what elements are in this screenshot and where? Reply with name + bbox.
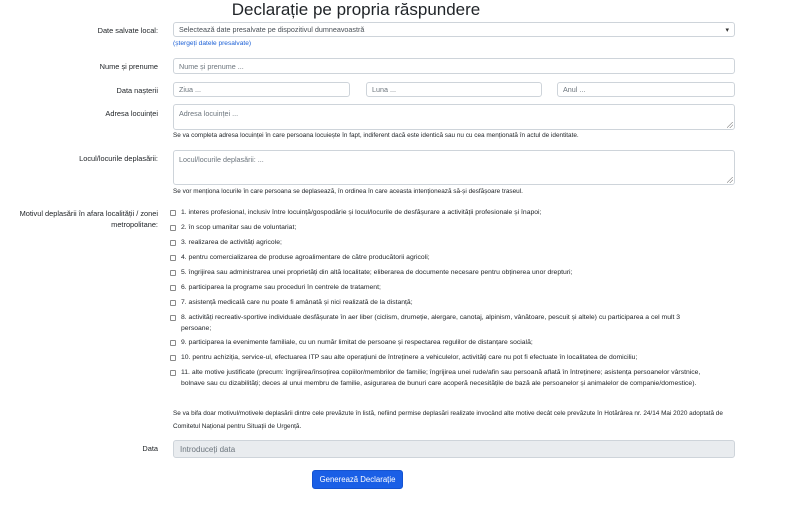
name-label: Nume și prenume bbox=[99, 62, 158, 71]
checkbox[interactable] bbox=[170, 270, 176, 276]
reason-option-10[interactable] bbox=[170, 353, 710, 364]
checkbox[interactable] bbox=[170, 255, 176, 261]
reason-option-label: 3. realizarea de activități agricole; bbox=[181, 239, 282, 246]
birth-date-label: Data nașterii bbox=[116, 86, 158, 95]
checkbox[interactable] bbox=[170, 340, 176, 346]
chevron-down-icon: ▾ bbox=[725, 26, 729, 34]
reason-option-9[interactable] bbox=[170, 338, 710, 349]
date-placeholder: Introduceți data bbox=[180, 444, 236, 454]
birth-month-placeholder: Luna ... bbox=[372, 85, 396, 94]
name-placeholder: Nume și prenume ... bbox=[179, 61, 244, 71]
destinations-placeholder: Locul/locurile deplasării: ... bbox=[179, 155, 264, 164]
date-label: Data bbox=[142, 444, 158, 453]
birth-day-placeholder: Ziua ... bbox=[179, 85, 201, 94]
birth-year-placeholder: Anul ... bbox=[563, 85, 586, 94]
reason-option-label: 7. asistență medicală care nu poate fi amânată și nici realizată de la distanță; bbox=[181, 299, 413, 306]
destinations-label: Locul/locurile deplasării: bbox=[79, 154, 158, 163]
checkbox[interactable] bbox=[170, 355, 176, 361]
address-help-text: Se va completa adresa locuinței în care persoana locuiește în fapt, indiferent dacă este identică sau nu cu cea menționată în actul de identitate. bbox=[173, 132, 579, 139]
reason-option-label: 6. participarea la programe sau proceduri în centrele de tratament; bbox=[181, 284, 381, 291]
reason-option-2[interactable] bbox=[170, 223, 710, 234]
saved-data-select-value: Selectează date presalvate pe dispozitivul dumneavoastră bbox=[179, 25, 365, 34]
reason-option-1[interactable] bbox=[170, 208, 710, 219]
address-label: Adresa locuinței bbox=[105, 109, 158, 118]
reason-option-label: 8. activități recreativ-sportive individuale desfășurate în aer liber (ciclism, drumeție, alergare, canotaj, alpinism, vânătoare, pescuit și altele) cu participarea a cel mult 3 persoane; bbox=[181, 314, 681, 332]
page-title: Declarație pe propria răspundere bbox=[231, 0, 481, 19]
checkbox[interactable] bbox=[170, 300, 176, 306]
checkbox[interactable] bbox=[170, 225, 176, 231]
checkbox[interactable] bbox=[170, 315, 176, 321]
resize-grip-icon[interactable] bbox=[727, 177, 733, 183]
destinations-help-text: Se vor menționa locurile în care persoana se deplasează, în ordinea în care aceasta intenționează să-și desfășoare traseul. bbox=[173, 188, 523, 195]
reason-option-label: 2. în scop umanitar sau de voluntariat; bbox=[181, 224, 297, 231]
reason-option-7[interactable] bbox=[170, 298, 710, 309]
resize-grip-icon[interactable] bbox=[727, 122, 733, 128]
name-input[interactable] bbox=[173, 58, 735, 74]
reason-option-label: 5. îngrijirea sau administrarea unei proprietăți din altă localitate; eliberarea de documente necesare pentru obținerea unor drepturi; bbox=[181, 269, 573, 276]
checkbox[interactable] bbox=[170, 210, 176, 216]
clear-saved-data-link[interactable]: (ștergeți datele presalvate) bbox=[173, 40, 252, 47]
reason-option-label: 10. pentru achiziția, service-ul, efectuarea ITP sau alte operațiuni de întreținere a vehiculelor, activități care nu pot fi efectuate în localitatea de domiciliu; bbox=[181, 354, 638, 361]
reason-option-6[interactable] bbox=[170, 283, 710, 294]
reasons-label-line2: metropolitane: bbox=[111, 220, 158, 229]
saved-data-label: Date salvate local: bbox=[97, 26, 158, 35]
address-placeholder: Adresa locuinței ... bbox=[179, 109, 239, 118]
reason-option-label: 11. alte motive justificate (precum: îngrijirea/însoțirea copiilor/membrilor de familie; îngrijirea unei rude/afin sau persoană aflată în întreținere; asistența persoanelor vârstnice, bolnave sau cu dizabilități; deces al unui membru de familie, asigurarea de bunuri care acoperă necesitățile de bază ale persoanelor și animalelor de companie/domestice). bbox=[181, 369, 701, 387]
saved-data-select[interactable] bbox=[173, 22, 735, 37]
destinations-textarea[interactable] bbox=[173, 150, 735, 185]
checkbox[interactable] bbox=[170, 240, 176, 246]
checkbox[interactable] bbox=[170, 285, 176, 291]
birth-month-input[interactable] bbox=[366, 82, 542, 97]
generate-declaration-button[interactable]: Generează Declarație bbox=[312, 470, 403, 489]
reason-option-label: 9. participarea la evenimente familiale, cu un număr limitat de persoane și respectarea regulilor de distanțare socială; bbox=[181, 339, 533, 346]
reason-option-4[interactable] bbox=[170, 253, 710, 264]
reason-option-3[interactable] bbox=[170, 238, 710, 249]
date-input[interactable] bbox=[173, 440, 735, 458]
reasons-note: Se va bifa doar motivul/motivele deplasării dintre cele prevăzute în listă, nefiind permise deplasări realizate invocând alte motive decât cele prevăzute în Hotărârea nr. 24/14 Mai 2020 adoptată de Comitetul Național pentru Situații de Urgență. bbox=[173, 410, 723, 430]
address-textarea[interactable] bbox=[173, 104, 735, 130]
reason-option-label: 1. interes profesional, inclusiv între locuință/gospodărie și locul/locurile de desfășurare a activității profesionale și înapoi; bbox=[181, 209, 542, 216]
reason-option-8[interactable] bbox=[170, 313, 710, 334]
reason-option-5[interactable] bbox=[170, 268, 710, 279]
reason-option-11[interactable] bbox=[170, 368, 710, 389]
checkbox[interactable] bbox=[170, 370, 176, 376]
birth-day-input[interactable] bbox=[173, 82, 350, 97]
birth-year-input[interactable] bbox=[557, 82, 735, 97]
reasons-label-line1: Motivul deplasării în afara localității / zonei bbox=[19, 209, 158, 218]
reason-option-label: 4. pentru comercializarea de produse agroalimentare de către producătorii agricoli; bbox=[181, 254, 430, 261]
